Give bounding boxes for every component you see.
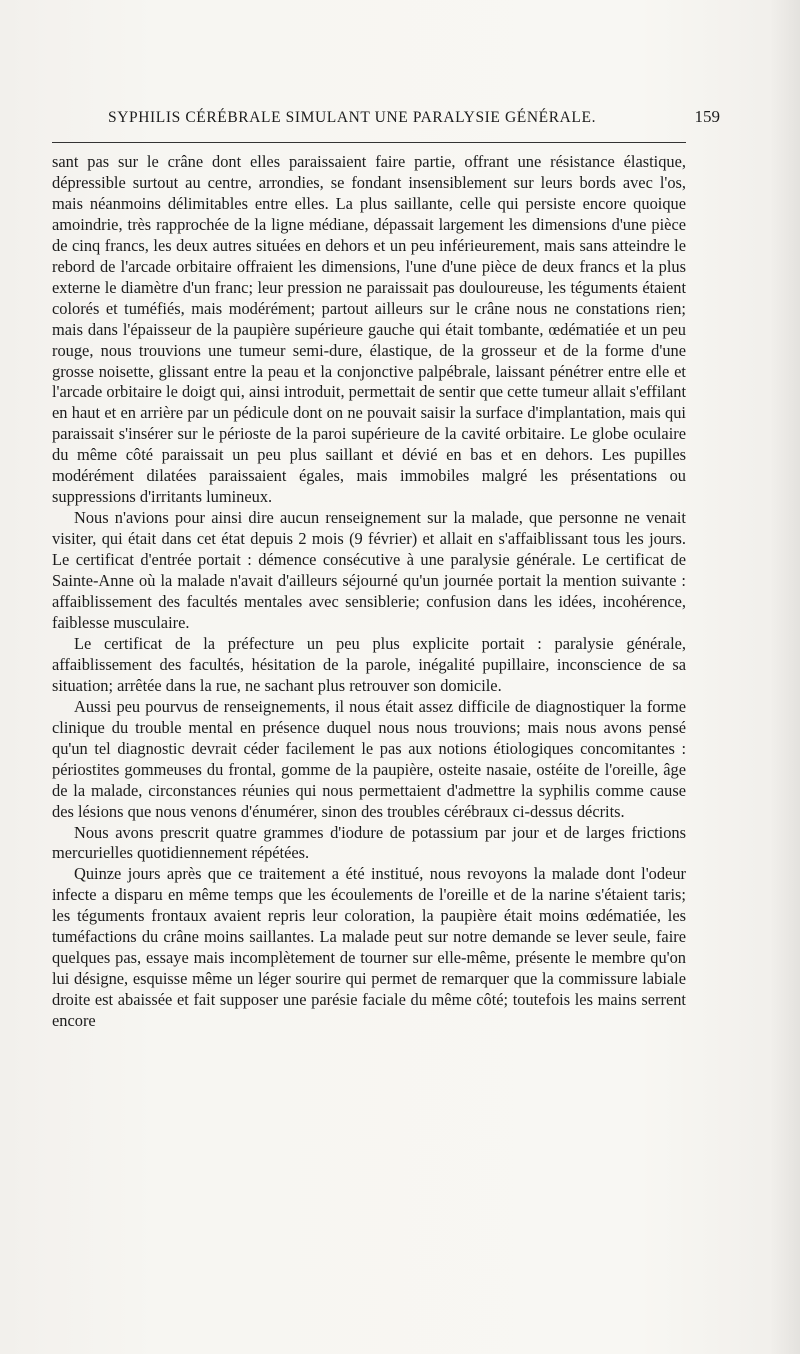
paragraph: Aussi peu pourvus de renseignements, il nous était assez difficile de diagnostiquer la forme clinique du trouble mental en présence duquel nous nous trouvions; mais nous avons pensé qu'un tel diagnostic devrait céder facilement le pas aux notions étiologiques concomitantes : périostites gommeuses du frontal, gomme de la paupière, osteite nasaie, ostéite de l'oreille, âge de la malade, circonstances réunies qui nous permettaient d'admettre la syphilis comme cause des lésions que nous venons d'énumérer, sinon des troubles cérébraux ci-dessus décrits. [52,696,686,821]
header-rule [52,142,686,143]
page-edge-shadow [770,0,800,1354]
page-header [52,107,720,133]
paragraph: sant pas sur le crâne dont elles paraissaient faire partie, offrant une résistance élastique, dépressible surtout au centre, arrondies, se fondant insensiblement sur leurs bords avec l'os, mais néanmoins délimitables entre elles. La plus saillante, celle qui persiste encore quoique amoindrie, très rapprochée de la ligne médiane, dépassait largement les dimensions d'une pièce de cinq francs, les deux autres situées en dehors et un peu inférieurement, mais sans atteindre le rebord de l'arcade orbitaire offraient les dimensions, l'une d'une pièce de deux francs et la plus externe le diamètre d'un franc; leur pression ne paraissait pas douloureuse, les téguments étaient colorés et tuméfiés, mais modérément; partout ailleurs sur le crâne nous ne constations rien; mais dans l'épaisseur de la paupière supérieure gauche qui était tombante, œdématiée et un peu rouge, nous trouvions une tumeur semi-dure, élastique, de la grosseur et de la forme d'une grosse noisette, glissant entre la peau et la conjonctive palpébrale, laissant pénétrer entre elle et l'arcade orbitaire le doigt qui, ainsi introduit, permettait de sentir que cette tumeur allait s'effilant en haut et en arrière par un pédicule dont on ne pouvait saisir la surface d'implantation, mais qui paraissait s'insérer sur le périoste de la paroi supérieure de la cavité orbitaire. Le globe oculaire du même côté paraissait un peu plus saillant et dévié en bas et en dehors. Les pupilles modérément dilatées paraissaient égales, mais immobiles malgré les présentations ou suppressions d'irritants lumineux. [52,152,686,507]
paragraph: Nous n'avions pour ainsi dire aucun renseignement sur la malade, que personne ne venait visiter, qui était dans cet état depuis 2 mois (9 février) et allait en s'affaiblissant tous les jours. Le certificat d'entrée portait : démence consécutive à une paralysie générale. Le certificat de Sainte-Anne où la malade n'avait d'ailleurs séjourné qu'un journée portait la mention suivante : affaiblissement des facultés mentales avec sensiblerie; confusion dans les idées, incohérence, faiblesse musculaire. [52,508,686,632]
paragraph: Quinze jours après que ce traitement a été institué, nous revoyons la malade dont l'odeur infecte a disparu en même temps que les écoulements de l'oreille et de la narine s'étaient taris; les téguments frontaux avaient repris leur coloration, la paupière était moins œdématiée, les tuméfactions du crâne moins saillantes. La malade peut sur notre demande se lever seule, faire quelques pas, essaye mais incomplètement de tourner sur elle-même, présente le membre qu'on lui désigne, esquisse même un léger sourire qui permet de remarquer que la commissure labiale droite est abaissée et fait supposer une parésie faciale du même côté; toutefois les mains serrent encore [52,864,686,1031]
paragraph: Le certificat de la préfecture un peu plus explicite portait : paralysie générale, affaiblissement des facultés, hésitation de la parole, inégalité pupillaire, inconscience de sa situation; arrêtée dans la rue, ne sachant plus retrouver son domicile. [52,633,686,695]
body-text [52,152,686,1032]
paragraph: Nous avons prescrit quatre grammes d'iodure de potassium par jour et de larges frictions mercurielles quotidiennement répétées. [52,822,686,863]
running-title: SYPHILIS CÉRÉBRALE SIMULANT UNE PARALYSIE GÉNÉRALE. [108,109,597,126]
page-number: 159 [694,107,720,126]
